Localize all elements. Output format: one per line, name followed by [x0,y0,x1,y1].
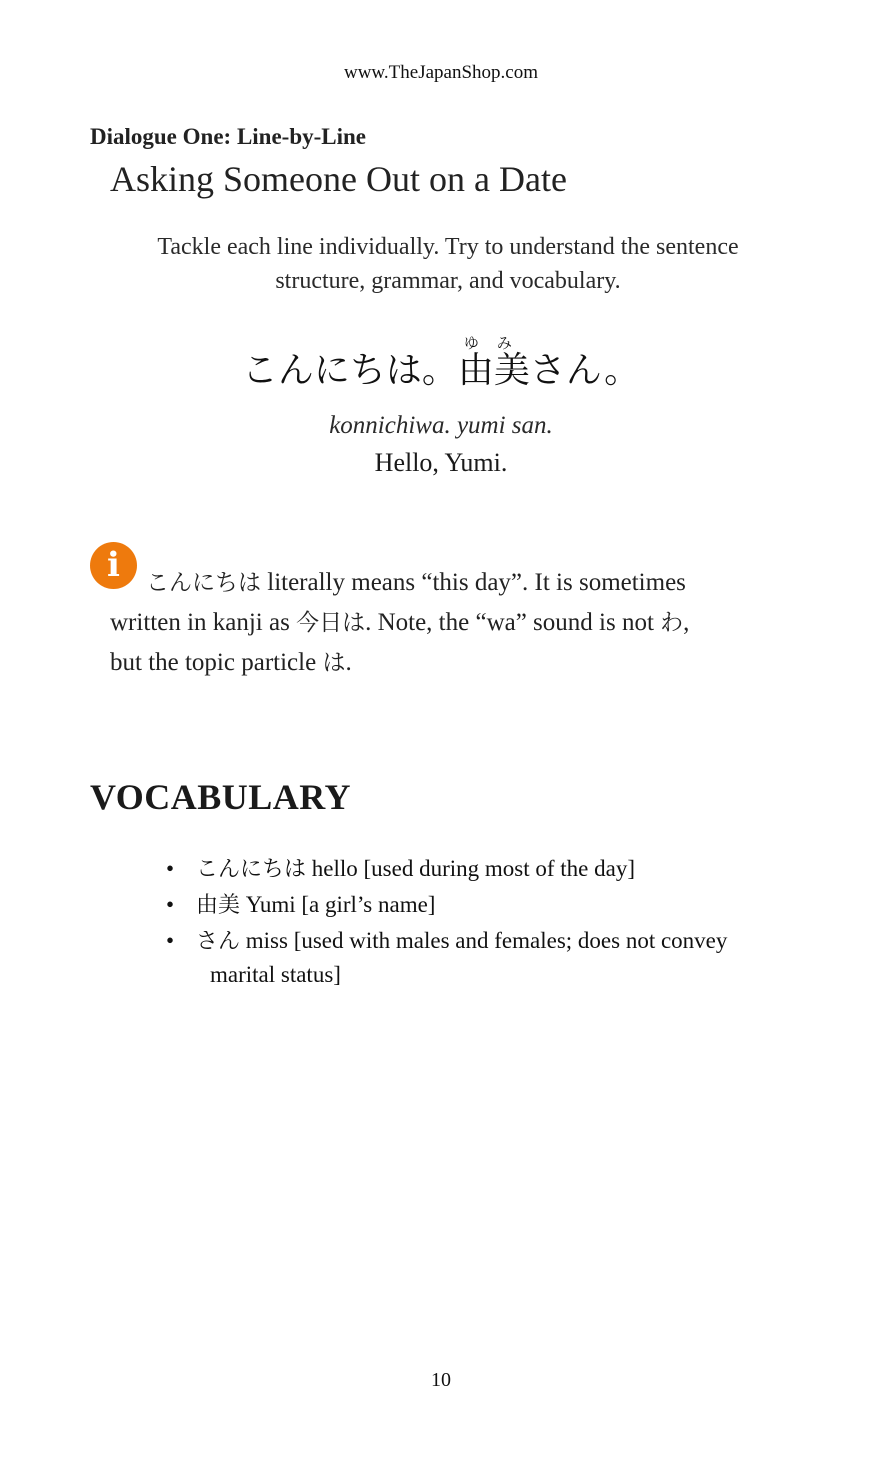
japanese-sentence [0,334,882,392]
vocab-meaning: hello [used during most of the day] [306,856,635,881]
vocab-meaning: Yumi [a girl’s name] [240,892,436,917]
bullet-icon: • [166,856,175,881]
note-jp-konnichiwa: こんにちは [146,570,261,596]
note-text: literally means “this day”. It is sometimes [261,569,686,596]
sentence-greeting: こんにちは。 [241,350,458,391]
vocab-term: こんにちは [196,857,307,882]
note-text: but the topic particle [110,649,323,676]
note-text: . Note, the “wa” sound is not [365,609,661,636]
vocab-meaning: miss [used with males and females; does not convey [240,928,728,953]
vocabulary-list [166,852,806,993]
sentence-furigana: ゆみ [463,334,530,352]
bullet-icon: • [166,892,175,917]
dialogue-title: Asking Someone Out on a Date [110,159,567,199]
translation-line: Hello, Yumi. [374,448,508,477]
note-text: . [345,649,352,676]
section-label: Dialogue One: Line-by-Line [90,124,367,149]
romaji-line: konnichiwa. yumi san. [329,412,553,439]
page-number: 10 [431,1369,451,1391]
info-icon: i [90,542,137,589]
vocab-meaning-continued: marital status] [210,962,341,987]
vocab-item [166,924,806,991]
vocab-item [166,852,806,886]
note-line-2 [110,604,689,637]
note-text: written in kanji as [110,609,297,636]
instructions-line-2: structure, grammar, and vocabulary. [275,268,621,294]
instructions [100,230,796,298]
vocab-item [166,888,806,922]
vocabulary-heading: VOCABULARY [90,777,352,817]
note-line-3 [110,644,352,677]
note-jp-kanji: 今日は [296,610,366,636]
bullet-icon: • [166,928,175,953]
instructions-line-1: Tackle each line individually. Try to understand the sentence [157,234,739,260]
note-jp-wa: わ [660,610,684,636]
note-line-1 [146,564,686,597]
vocab-term: さん [196,929,241,954]
note-jp-particle: は [322,650,346,676]
sentence-honorific: さん。 [529,350,641,391]
vocab-term: 由美 [196,893,241,918]
note-text: , [683,609,690,636]
sentence-name-kanji: 由美 [457,350,530,391]
sentence-name-ruby [457,334,530,391]
site-url: www.TheJapanShop.com [343,62,538,83]
